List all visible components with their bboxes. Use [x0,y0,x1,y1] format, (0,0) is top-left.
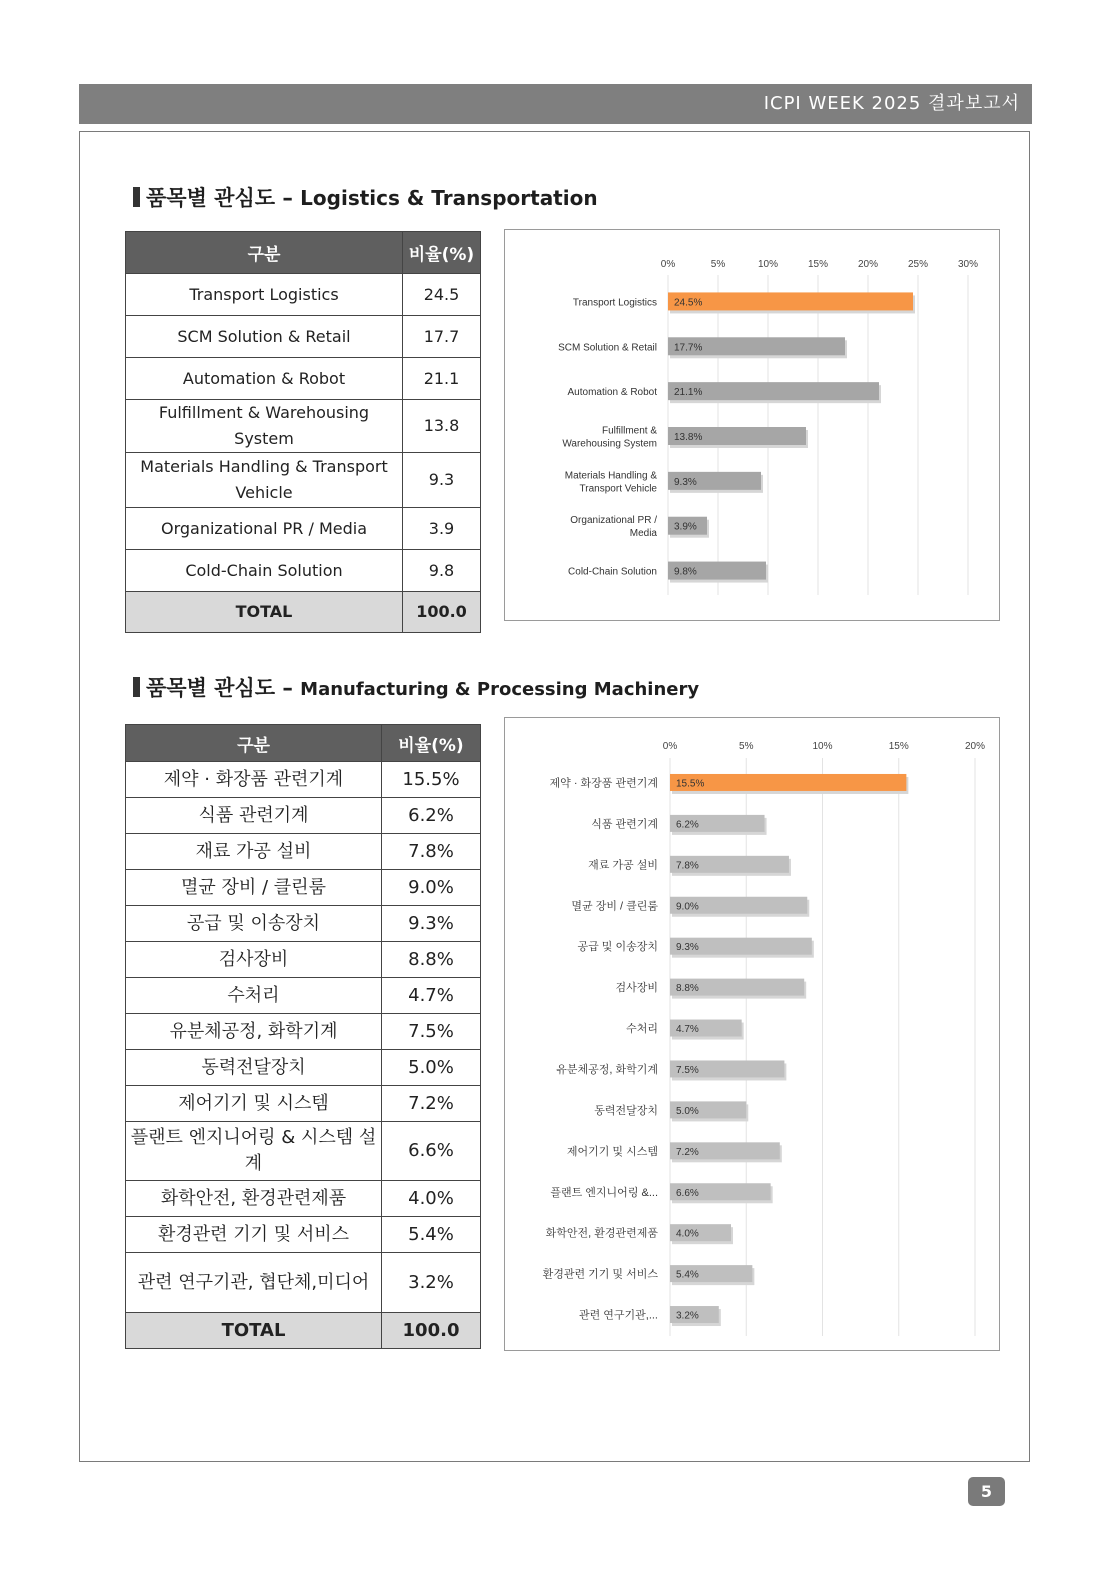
row-label: 관련 연구기관, 협단체,미디어 [126,1253,382,1313]
logistics-table [125,231,481,633]
row-value: 3.9 [403,508,481,550]
data-label: 7.5% [676,1064,699,1076]
row-label: 멸균 장비 / 클린룸 [126,870,382,906]
table-row [126,1050,481,1086]
category-label: Transport Logistics [572,297,657,309]
data-label: 3.2% [676,1310,699,1322]
category-label: Cold-Chain Solution [568,566,657,578]
table-row [126,453,481,508]
row-value: 5.4% [382,1217,481,1253]
row-label: 환경관련 기기 및 서비스 [126,1217,382,1253]
row-label: 공급 및 이송장치 [126,906,382,942]
row-value: 6.2% [382,798,481,834]
machinery-table [125,724,481,1349]
data-label: 9.3% [676,942,699,954]
data-label: 6.6% [676,1187,699,1199]
x-tick-label: 10% [812,741,833,752]
row-value: 7.2% [382,1086,481,1122]
table-row [126,316,481,358]
total-value: 100.0 [403,592,481,633]
data-label: 4.0% [676,1228,699,1240]
section1-title-en: Logistics & Transportation [300,186,598,210]
data-label: 4.7% [676,1024,699,1036]
table-row [126,942,481,978]
category-label: Media [629,528,657,540]
row-label: SCM Solution & Retail [126,316,403,358]
x-tick-label: 20% [857,259,879,270]
row-value: 3.2% [382,1253,481,1313]
row-value: 6.6% [382,1122,481,1181]
section2-title [133,672,699,702]
page-number: 5 [968,1477,1005,1506]
data-label: 15.5% [676,778,705,790]
row-value: 9.0% [382,870,481,906]
category-label: 플랜트 엔지니어링 &... [550,1186,658,1199]
x-tick-label: 15% [807,259,829,270]
table-row [126,1181,481,1217]
data-label: 9.3% [674,476,697,488]
x-tick-label: 15% [888,741,909,752]
row-value: 9.3 [403,453,481,508]
category-label: Organizational PR / [570,515,657,527]
table-row [126,1217,481,1253]
category-label: Automation & Robot [567,387,657,399]
data-label: 21.1% [674,387,703,399]
category-label: 관련 연구기관,... [578,1309,658,1322]
bar [668,292,913,310]
bar [670,774,906,791]
row-label: 유분체공정, 화학기계 [126,1014,382,1050]
category-label: 동력전달장치 [594,1104,658,1117]
row-value: 9.3% [382,906,481,942]
row-label: Fulfillment & Warehousing System [126,400,403,453]
category-label: 환경관련 기기 및 서비스 [542,1268,658,1281]
row-value: 4.7% [382,978,481,1014]
category-label: Warehousing System [562,438,657,450]
category-label: 유분체공정, 화학기계 [556,1063,658,1076]
x-tick-label: 0% [660,259,676,270]
total-label: TOTAL [126,1313,382,1349]
data-label: 6.2% [676,819,699,831]
category-label: 재료 가공 설비 [588,859,658,872]
row-label: Materials Handling & Transport Vehicle [126,453,403,508]
table-row [126,834,481,870]
table-header-category: 구분 [126,232,403,274]
row-label: Organizational PR / Media [126,508,403,550]
row-value: 7.5% [382,1014,481,1050]
data-label: 17.7% [674,342,703,354]
section2-title-ko: 품목별 관심도 – [146,676,293,700]
table-row [126,274,481,316]
section-marker-icon [133,187,140,207]
row-value: 5.0% [382,1050,481,1086]
x-tick-label: 0% [662,741,678,752]
row-value: 13.8 [403,400,481,453]
row-label: 동력전달장치 [126,1050,382,1086]
row-label: 플랜트 엔지니어링 & 시스템 설계 [126,1122,382,1181]
row-label: 검사장비 [126,942,382,978]
row-value: 24.5 [403,274,481,316]
table-row [126,1122,481,1181]
section1-title-ko: 품목별 관심도 – [146,186,293,210]
data-label: 8.8% [676,983,699,995]
data-label: 7.8% [676,860,699,872]
table-header-category: 구분 [126,725,382,762]
section-marker-icon [133,677,140,697]
category-label: 멸균 장비 / 클린룸 [571,900,658,913]
x-tick-label: 20% [964,741,986,752]
row-label: Transport Logistics [126,274,403,316]
table-row [126,798,481,834]
row-label: Automation & Robot [126,358,403,400]
row-value: 9.8 [403,550,481,592]
category-label: 수처리 [626,1023,658,1036]
table-row [126,1253,481,1313]
table-row [126,1086,481,1122]
row-label: 재료 가공 설비 [126,834,382,870]
row-value: 17.7 [403,316,481,358]
section1-title [133,182,598,212]
table-row [126,508,481,550]
category-label: 공급 및 이송장치 [577,941,658,954]
table-row [126,906,481,942]
row-value: 8.8% [382,942,481,978]
category-label: 제어기기 및 시스템 [566,1145,658,1158]
category-label: SCM Solution & Retail [558,342,657,354]
total-value: 100.0 [382,1313,481,1349]
x-tick-label: 25% [907,259,929,270]
data-label: 24.5% [674,297,703,309]
data-label: 9.8% [674,566,697,578]
machinery-chart-svg [505,718,999,1350]
row-label: Cold-Chain Solution [126,550,403,592]
section2-title-en: Manufacturing & Processing Machinery [300,679,700,700]
table-header-ratio: 비율(%) [403,232,481,274]
category-label: 제약 · 화장품 관련기계 [549,777,658,790]
table-row [126,870,481,906]
logistics-chart-svg [505,230,999,620]
category-label: Transport Vehicle [579,483,657,495]
header-bar [79,84,1032,124]
category-label: 식품 관련기계 [591,818,658,831]
table-total-row [126,1313,481,1349]
row-value: 21.1 [403,358,481,400]
x-tick-label: 5% [739,741,754,752]
category-label: Materials Handling & [564,470,657,482]
data-label: 3.9% [674,521,697,533]
row-value: 4.0% [382,1181,481,1217]
category-label: 검사장비 [615,982,658,995]
logistics-chart [504,229,1000,621]
data-label: 5.4% [676,1269,699,1281]
row-label: 수처리 [126,978,382,1014]
header-title: ICPI WEEK 2025 결과보고서 [763,93,1020,114]
table-row [126,400,481,453]
row-value: 7.8% [382,834,481,870]
table-row [126,1014,481,1050]
data-label: 7.2% [676,1146,699,1158]
category-label: Fulfillment & [601,425,657,437]
table-total-row [126,592,481,633]
x-tick-label: 30% [957,259,979,270]
row-label: 제약 · 화장품 관련기계 [126,762,382,798]
table-row [126,978,481,1014]
category-label: 화학안전, 환경관련제품 [545,1227,658,1240]
x-tick-label: 10% [757,259,779,270]
data-label: 5.0% [676,1105,699,1117]
row-label: 화학안전, 환경관련제품 [126,1181,382,1217]
table-row [126,550,481,592]
data-label: 9.0% [676,901,699,913]
table-row [126,358,481,400]
x-tick-label: 5% [710,259,726,270]
table-header-ratio: 비율(%) [382,725,481,762]
row-label: 제어기기 및 시스템 [126,1086,382,1122]
row-value: 15.5% [382,762,481,798]
table-header-row [126,232,481,274]
row-label: 식품 관련기계 [126,798,382,834]
table-row [126,762,481,798]
machinery-chart [504,717,1000,1351]
total-label: TOTAL [126,592,403,633]
data-label: 13.8% [674,432,703,443]
table-header-row [126,725,481,762]
